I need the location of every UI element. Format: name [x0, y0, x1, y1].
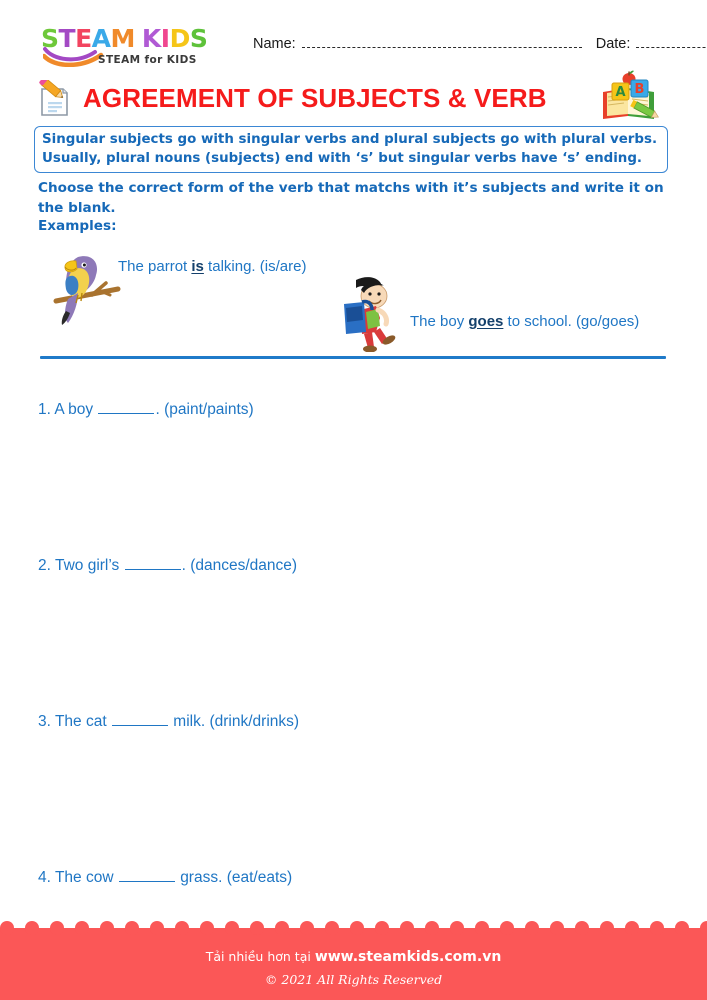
parrot-icon	[48, 243, 126, 329]
question-2-number: 2.	[38, 557, 51, 574]
svg-text:A: A	[615, 85, 626, 100]
example-1-options: (is/are)	[259, 258, 307, 275]
question-1-blank[interactable]	[98, 413, 154, 414]
logo-tagline: STEAM for KIDS	[98, 54, 197, 66]
scallop-edge-decoration	[0, 921, 707, 935]
logo-wordmark	[41, 26, 246, 52]
question-4-after: grass.	[180, 869, 223, 886]
rule-line-1: Singular subjects go with singular verbs and plural subjects go with plural verbs.	[42, 132, 658, 147]
question-3-after: milk.	[173, 713, 206, 730]
logo-letter-k: K	[141, 24, 161, 53]
title-row	[0, 76, 707, 124]
footer-prefix-text: Tải nhiều hơn tại	[205, 949, 315, 964]
example-sentence-1	[118, 258, 306, 275]
logo-letter-t: T	[58, 24, 76, 53]
footer-website-link[interactable]: www.steamkids.com.vn	[314, 949, 502, 965]
section-divider	[40, 356, 666, 359]
instruction-text: Choose the correct form of the verb that matchs with it’s subjects and write it on the blank.	[38, 180, 664, 216]
question-2	[38, 557, 297, 575]
question-4-before: The cow	[54, 869, 114, 886]
question-4	[38, 869, 292, 887]
logo-letter-s1: S	[41, 24, 59, 53]
question-1-number: 1.	[38, 401, 51, 418]
example-2-options: (go/goes)	[575, 313, 640, 330]
question-3-number: 3.	[38, 713, 51, 730]
question-4-blank[interactable]	[119, 881, 175, 882]
name-input-line[interactable]	[302, 47, 582, 48]
question-3-blank[interactable]	[112, 725, 168, 726]
question-3-before: The cat	[54, 713, 107, 730]
logo-letter-s2: S	[189, 24, 208, 53]
date-label: Date:	[595, 36, 631, 52]
example-2-answer: goes	[468, 313, 504, 330]
logo-letter-d: D	[169, 24, 190, 53]
logo-letter-a: A	[91, 24, 111, 53]
question-2-options: (dances/dance)	[190, 557, 298, 574]
example-1-answer: is	[191, 258, 204, 275]
page-header	[0, 0, 707, 72]
example-sentence-2	[410, 313, 639, 330]
page-title: AGREEMENT OF SUBJECTS & VERB	[83, 83, 547, 113]
question-3-options: (drink/drinks)	[209, 713, 300, 730]
footer-copyright: © 2021 All Rights Reserved	[264, 972, 443, 987]
schoolboy-backpack-icon	[334, 274, 408, 352]
question-3	[38, 713, 299, 731]
date-input-line[interactable]	[636, 47, 707, 48]
question-1-options: (paint/paints)	[164, 401, 254, 418]
svg-text:B: B	[634, 82, 645, 97]
footer-website-line	[0, 949, 707, 965]
rule-line-2: Usually, plural nouns (subjects) end with ‘s’ but singular verbs have ‘s’ ending.	[42, 151, 643, 166]
question-1-after: .	[155, 401, 160, 418]
example-1-after: talking.	[203, 258, 256, 275]
example-2-after: to school.	[503, 313, 572, 330]
question-2-after: .	[181, 557, 186, 574]
steam-kids-logo	[41, 26, 246, 70]
notepad-pencil-icon	[33, 80, 75, 120]
name-date-row	[253, 36, 683, 60]
name-label: Name:	[253, 36, 296, 52]
logo-letter-i: I	[160, 24, 170, 53]
rule-info-box	[34, 126, 668, 173]
page-footer	[0, 932, 707, 1000]
question-2-blank[interactable]	[125, 569, 181, 570]
question-4-number: 4.	[38, 869, 51, 886]
abc-book-blocks-icon	[598, 70, 660, 124]
question-2-before: Two girl’s	[54, 557, 120, 574]
examples-label: Examples:	[38, 218, 117, 234]
example-2-before: The boy	[410, 313, 469, 330]
question-1-before: A boy	[54, 401, 94, 418]
question-4-options: (eat/eats)	[226, 869, 293, 886]
logo-letter-e: E	[75, 24, 92, 53]
question-1	[38, 401, 254, 419]
example-1-before: The parrot	[118, 258, 192, 275]
logo-letter-m: M	[110, 24, 135, 53]
